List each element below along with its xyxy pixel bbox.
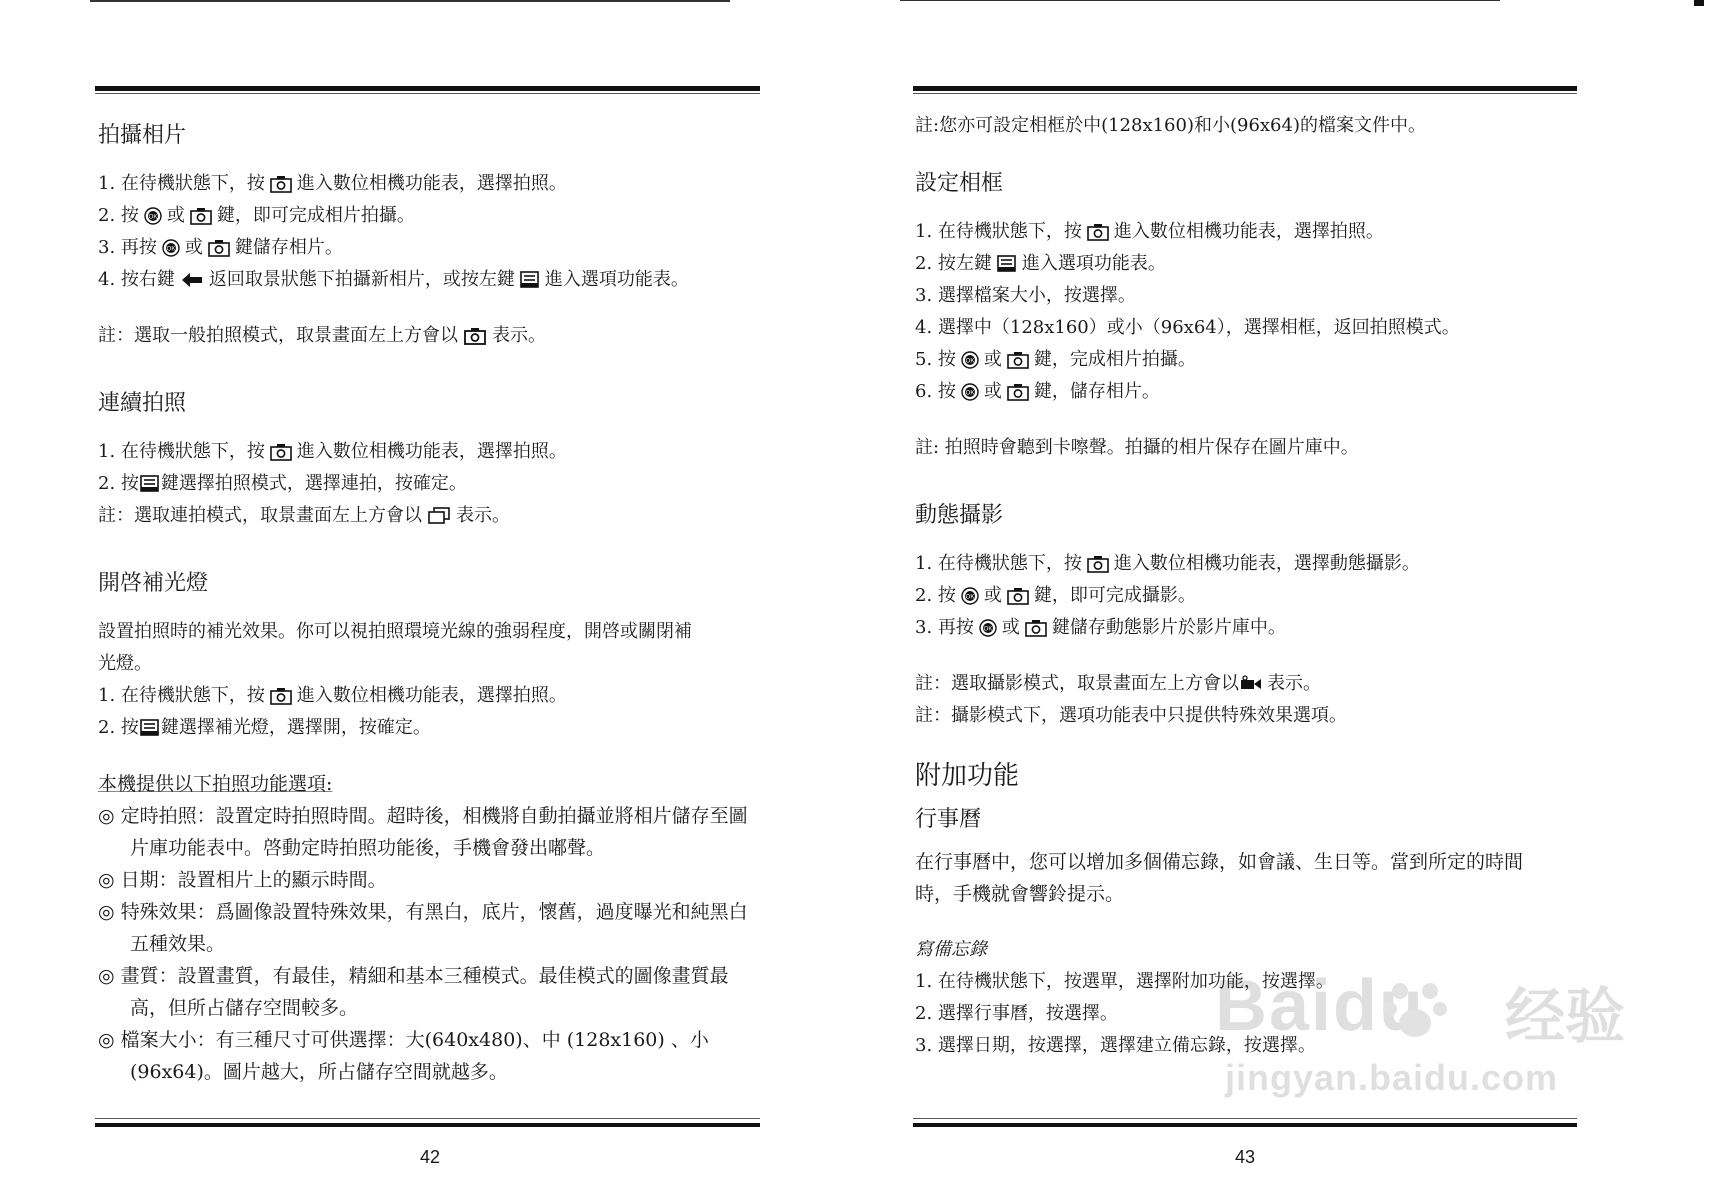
photo-step-1: 1. 在待機狀態下，按 進入數位相機功能表，選擇拍照。 [98, 173, 567, 194]
header-rule [913, 86, 1577, 91]
section-title-photo: 拍攝相片 [98, 123, 187, 148]
camera-icon [1087, 223, 1109, 241]
camera-icon [208, 239, 230, 257]
section-title-frame: 設定相框 [915, 171, 1004, 196]
left-key-menu-icon [520, 271, 540, 289]
camera-icon [270, 175, 292, 193]
ok-key-icon [961, 383, 979, 401]
left-key-menu-icon [140, 719, 160, 737]
video-note-1: 註：選取攝影模式，取景畫面左上方會以 表示。 [915, 673, 1321, 694]
camera-icon [270, 443, 292, 461]
left-key-menu-icon [140, 475, 160, 493]
burst-step-1: 1. 在待機狀態下，按 進入數位相機功能表，選擇拍照。 [98, 441, 567, 462]
frame-top-note: 註:您亦可設定相框於中(128x160)和小(96x64)的檔案文件中。 [915, 115, 1426, 136]
option-item: ◎ 檔案大小：有三種尺寸可供選擇：大(640x480)、中 (128x160) 、小(96x64)。圖片越大，所占儲存空間就越多。 [98, 1029, 709, 1083]
photo-step-3: 3. 再按 OK 或 鍵儲存相片。 [98, 237, 343, 258]
footer-rule [95, 1123, 760, 1127]
burst-step-2: 2. 按 鍵選擇拍照模式，選擇連拍，按確定。 [98, 473, 467, 494]
video-step-3: 3. 再按 OK 或 鍵儲存動態影片於影片庫中。 [915, 617, 1286, 638]
frame-step-5: 5. 按 OK 或 鍵，完成相片拍攝。 [915, 349, 1196, 370]
ok-key-icon [961, 351, 979, 369]
right-content [915, 110, 1580, 1062]
left-key-menu-icon [997, 255, 1017, 273]
ok-key-icon [961, 587, 979, 605]
camera-icon [190, 207, 212, 225]
svg-text:OK: OK [148, 214, 158, 221]
camera-icon [1025, 619, 1047, 637]
camera-icon [1087, 555, 1109, 573]
header-rule [95, 86, 760, 91]
photo-step-2: 2. 按 OK 或 鍵，即可完成相片拍攝。 [98, 205, 415, 226]
calendar-description: 在行事曆中，您可以增加多個備忘錄，如會議、生日等。當到所定的時間時，手機就會響鈴提示。 [915, 851, 1524, 905]
paw-logo-icon [1380, 973, 1450, 1043]
video-note-2: 註：攝影模式下，選項功能表中只提供特殊效果選項。 [915, 705, 1347, 726]
camera-icon [1007, 383, 1029, 401]
baidu-watermark [1205, 965, 1665, 1105]
section-title-extras: 附加功能 [915, 761, 1020, 791]
memo-title: 寫備忘錄 [915, 939, 987, 960]
single-shot-mode-icon [463, 327, 487, 345]
section-title-video: 動態攝影 [915, 503, 1004, 528]
fill-light-description: 設置拍照時的補光效果。你可以視拍照環境光線的強弱程度，開啓或關閉補光燈。 [98, 621, 692, 674]
footer-rule [913, 1123, 1577, 1127]
frame-step-6: 6. 按 OK 或 鍵，儲存相片。 [915, 381, 1160, 402]
option-item: ◎ 特殊效果：爲圖像設置特殊效果，有黑白，底片，懷舊，過度曝光和純黑白五種效果。 [98, 901, 748, 955]
ok-key-icon [144, 207, 162, 225]
page-number: 43 [1235, 1147, 1256, 1167]
option-item: ◎ 定時拍照：設置定時拍照時間。超時後，相機將自動拍攝並將相片儲存至圖片庫功能表中。啓動定時拍照功能後，手機會發出嘟聲。 [98, 805, 748, 859]
photo-note: 註：選取一般拍照模式，取景畫面左上方會以 表示。 [98, 325, 546, 346]
frame-step-3: 3. 選擇檔案大小，按選擇。 [915, 285, 1136, 306]
page-number: 42 [420, 1147, 441, 1167]
section-title-fill-light: 開啓補光燈 [98, 571, 209, 596]
memo-step-1: 1. 在待機狀態下，按選單，選擇附加功能，按選擇。 [915, 971, 1334, 992]
frame-note: 註: 拍照時會聽到卡嚓聲。拍攝的相片保存在圖片庫中。 [915, 437, 1359, 458]
option-item: ◎ 日期：設置相片上的顯示時間。 [98, 869, 387, 891]
frame-step-4: 4. 選擇中（128x160）或小（96x64），選擇相框，返回拍照模式。 [915, 317, 1460, 338]
watermark-url: jingyan.baidu.com [1225, 1057, 1559, 1098]
video-mode-icon [1239, 675, 1263, 693]
svg-text:OK: OK [965, 358, 975, 365]
svg-text:OK: OK [965, 594, 975, 601]
left-page [0, 0, 855, 1178]
light-step-2: 2. 按 鍵選擇補光燈，選擇開，按確定。 [98, 717, 431, 738]
section-title-burst: 連續拍照 [98, 391, 187, 416]
svg-text:OK: OK [983, 626, 993, 633]
ok-key-icon [979, 619, 997, 637]
svg-text:OK: OK [166, 246, 176, 253]
watermark-brand: Baidu [1215, 966, 1426, 1046]
video-step-1: 1. 在待機狀態下，按 進入數位相機功能表，選擇動態攝影。 [915, 553, 1420, 574]
photo-step-4: 4. 按右鍵 返回取景狀態下拍攝新相片，或按左鍵 進入選項功能表。 [98, 269, 689, 290]
memo-step-3: 3. 選擇日期，按選擇，選擇建立備忘錄，按選擇。 [915, 1035, 1316, 1056]
frame-step-2: 2. 按左鍵 進入選項功能表。 [915, 253, 1166, 274]
ok-key-icon [162, 239, 180, 257]
burst-note: 註：選取連拍模式，取景畫面左上方會以 表示。 [98, 505, 510, 526]
svg-text:OK: OK [965, 390, 975, 397]
camera-icon [1007, 587, 1029, 605]
camera-icon [1007, 351, 1029, 369]
watermark-cn: 经验 [1505, 983, 1625, 1050]
burst-mode-icon [427, 507, 451, 525]
option-item: ◎ 畫質：設置畫質，有最佳，精細和基本三種模式。最佳模式的圖像畫質最高，但所占儲存空間較多。 [98, 965, 729, 1019]
right-key-icon [180, 271, 204, 289]
video-step-2: 2. 按 OK 或 鍵，即可完成攝影。 [915, 585, 1196, 606]
memo-step-2: 2. 選擇行事曆，按選擇。 [915, 1003, 1118, 1024]
left-content [98, 118, 763, 1088]
subsection-title-calendar: 行事曆 [915, 807, 982, 832]
frame-step-1: 1. 在待機狀態下，按 進入數位相機功能表，選擇拍照。 [915, 221, 1384, 242]
camera-icon [270, 687, 292, 705]
light-step-1: 1. 在待機狀態下，按 進入數位相機功能表，選擇拍照。 [98, 685, 567, 706]
options-intro: 本機提供以下拍照功能選項: [98, 773, 333, 795]
options-list [98, 800, 763, 1088]
